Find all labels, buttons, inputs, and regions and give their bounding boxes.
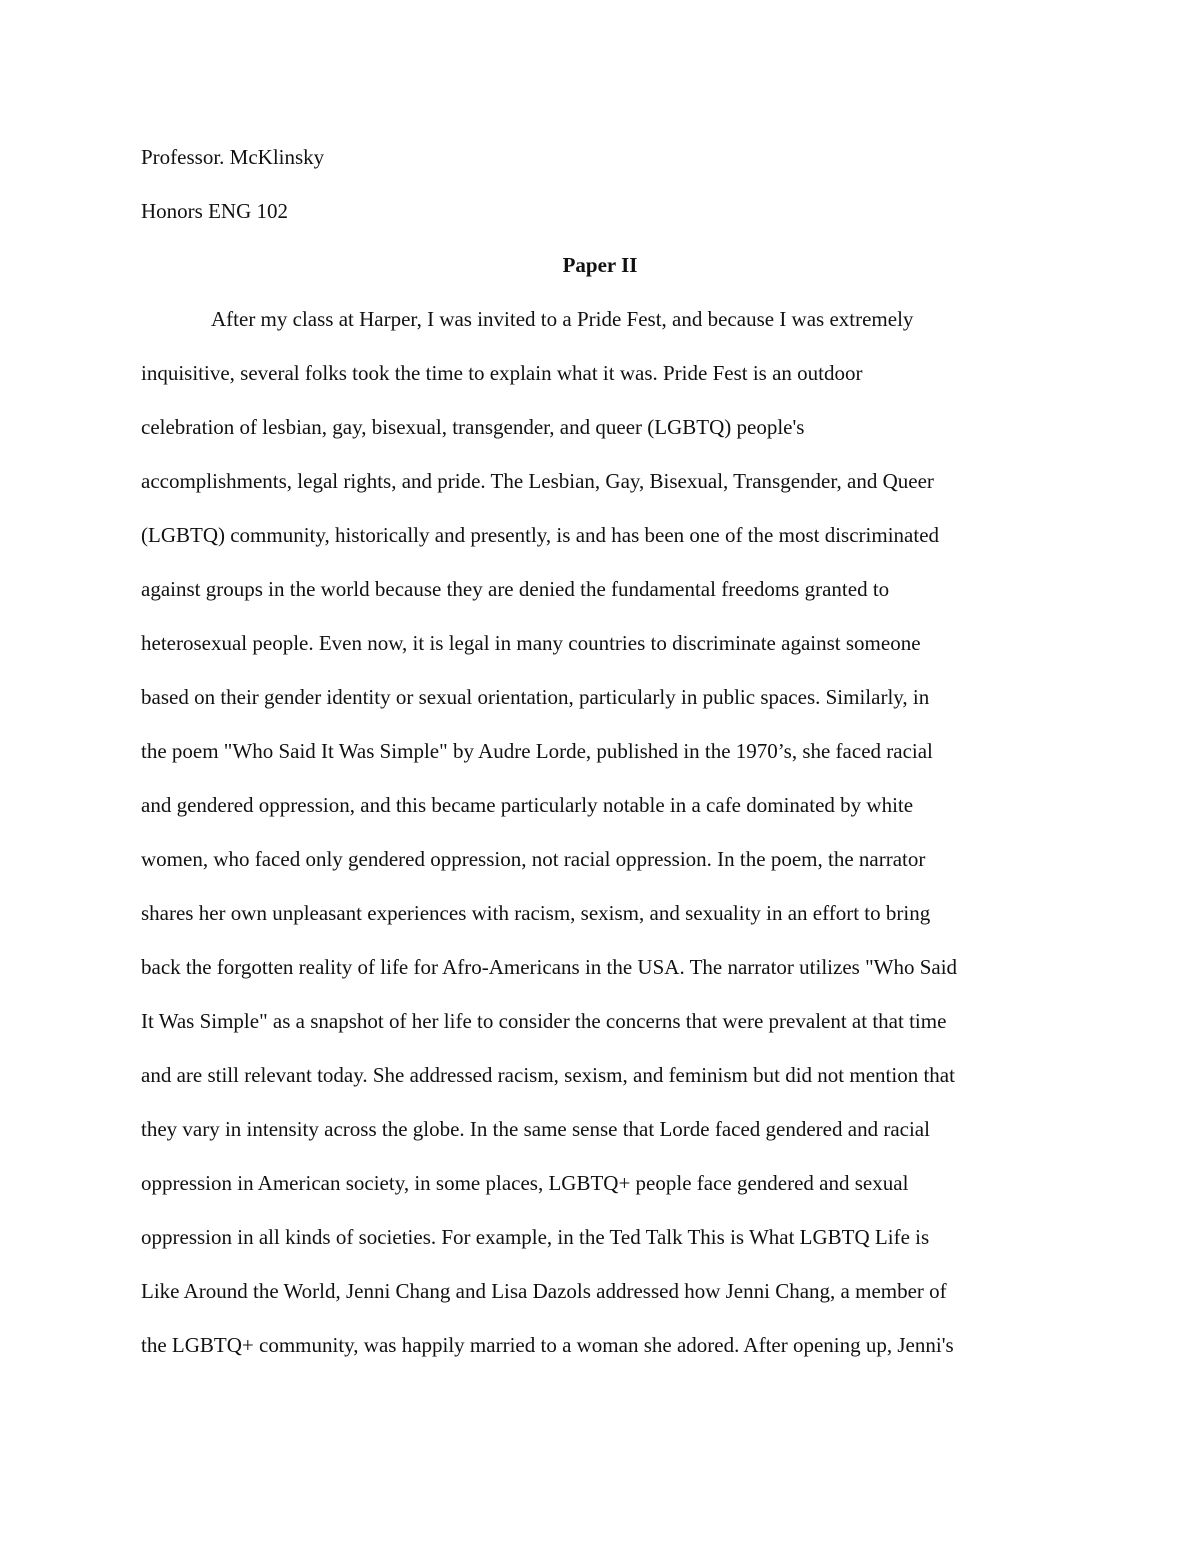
course-name: Honors ENG 102 xyxy=(141,199,288,223)
body-line: based on their gender identity or sexual orientation, particularly in public spaces. Similarly, in xyxy=(141,685,930,709)
body-line: shares her own unpleasant experiences with racism, sexism, and sexuality in an effort to bring xyxy=(141,901,931,925)
body-line: back the forgotten reality of life for Afro-Americans in the USA. The narrator utilizes "Who Said xyxy=(141,955,958,979)
body-line: women, who faced only gendered oppression, not racial oppression. In the poem, the narrator xyxy=(141,847,926,871)
body-line: oppression in all kinds of societies. For example, in the Ted Talk This is What LGBTQ Life is xyxy=(141,1225,930,1249)
body-line: oppression in American society, in some places, LGBTQ+ people face gendered and sexual xyxy=(141,1171,909,1195)
body-line: they vary in intensity across the globe. In the same sense that Lorde faced gendered and racial xyxy=(141,1117,930,1141)
body-line: accomplishments, legal rights, and pride. The Lesbian, Gay, Bisexual, Transgender, and Queer xyxy=(141,469,934,493)
paper-title: Paper II xyxy=(562,253,638,277)
body-line: against groups in the world because they are denied the fundamental freedoms granted to xyxy=(141,577,890,601)
body-line: and are still relevant today. She addressed racism, sexism, and feminism but did not mention that xyxy=(141,1063,955,1087)
body-line: inquisitive, several folks took the time to explain what it was. Pride Fest is an outdoor xyxy=(141,361,863,385)
body-line: celebration of lesbian, gay, bisexual, transgender, and queer (LGBTQ) people's xyxy=(141,415,805,439)
body-line: After my class at Harper, I was invited to a Pride Fest, and because I was extremely xyxy=(211,307,914,331)
body-line: and gendered oppression, and this became particularly notable in a cafe dominated by white xyxy=(141,793,914,817)
professor-name: Professor. McKlinsky xyxy=(141,145,325,169)
body-line: heterosexual people. Even now, it is legal in many countries to discriminate against someone xyxy=(141,631,921,655)
body-line: It Was Simple" as a snapshot of her life to consider the concerns that were prevalent at that time xyxy=(141,1009,947,1033)
body-line: the poem "Who Said It Was Simple" by Audre Lorde, published in the 1970’s, she faced racial xyxy=(141,739,933,763)
body-line: the LGBTQ+ community, was happily married to a woman she adored. After opening up, Jenni's xyxy=(141,1333,954,1357)
body-line: (LGBTQ) community, historically and presently, is and has been one of the most discriminated xyxy=(141,523,940,547)
body-line: Like Around the World, Jenni Chang and Lisa Dazols addressed how Jenni Chang, a member of xyxy=(141,1279,947,1303)
